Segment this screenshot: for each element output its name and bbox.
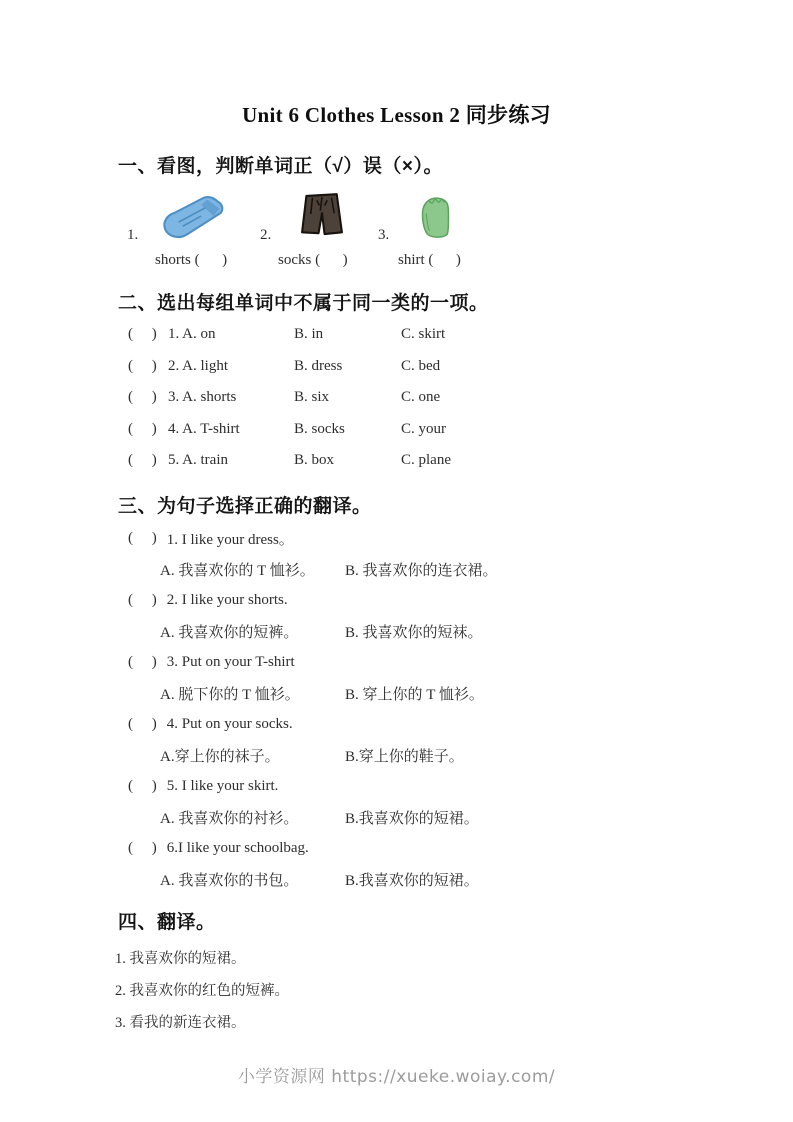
- question-text: 4. Put on your socks.: [166, 715, 293, 732]
- translation-options-3: [160, 678, 793, 709]
- blue-sock-icon: [156, 191, 228, 243]
- picture-1-number: 1.: [127, 227, 139, 243]
- answer-paren: ( ): [128, 389, 157, 406]
- option-b: B.我喜欢你的短裙。: [345, 810, 479, 827]
- question-text: 5. I like your skirt.: [166, 777, 279, 794]
- section-4-items: [0, 942, 793, 1038]
- option-a: 4. A. T-shirt: [168, 420, 240, 437]
- green-shirt-icon: [416, 193, 458, 243]
- option-b: B. box: [294, 452, 335, 469]
- translation-question-4: [128, 709, 793, 740]
- option-c: C. bed: [401, 357, 441, 374]
- site-watermark: 小学资源网 https://xueke.woiay.com/: [237, 1067, 556, 1087]
- section-2-rows: [0, 319, 793, 477]
- picture-3-number: 3.: [378, 227, 390, 243]
- answer-paren: ( ): [128, 357, 157, 374]
- answer-paren: ( ): [128, 420, 157, 437]
- answer-paren: ( ): [128, 653, 157, 670]
- choice-row-2: [128, 351, 793, 383]
- option-a: A. 我喜欢你的 T 恤衫。: [160, 562, 315, 579]
- answer-paren: ( ): [128, 777, 157, 794]
- picture-1-label: shorts ( ): [155, 252, 228, 268]
- translation-options-1: [160, 554, 793, 585]
- option-b: B. 穿上你的 T 恤衫。: [345, 686, 484, 703]
- choice-row-4: [128, 414, 793, 446]
- option-a: A. 我喜欢你的短裤。: [160, 624, 299, 641]
- option-c: C. one: [401, 389, 441, 406]
- question-text: 3. Put on your T-shirt: [166, 653, 295, 670]
- translation-question-1: [128, 523, 793, 554]
- question-text: 1. I like your dress。: [166, 531, 294, 548]
- answer-paren: ( ): [128, 452, 157, 469]
- option-a: 5. A. train: [168, 452, 228, 469]
- translate-sentence-3: 3. 看我的新连衣裙。: [115, 1015, 246, 1031]
- translation-question-5: [128, 771, 793, 802]
- translation-question-6: [128, 833, 793, 864]
- picture-2-label: socks ( ): [278, 252, 348, 268]
- option-c: C. skirt: [401, 326, 446, 343]
- option-b: B. socks: [294, 420, 345, 437]
- dark-shorts-icon: [296, 187, 348, 243]
- option-a: 1. A. on: [168, 326, 216, 343]
- option-b: B.我喜欢你的短裙。: [345, 872, 479, 889]
- question-text: 6.I like your schoolbag.: [166, 839, 309, 856]
- question-text: 2. I like your shorts.: [166, 591, 288, 608]
- option-a: A. 我喜欢你的书包。: [160, 872, 299, 889]
- section-3-items: [0, 523, 793, 895]
- picture-row: [0, 186, 793, 278]
- choice-row-5: [128, 445, 793, 477]
- translation-options-6: [160, 864, 793, 895]
- option-a: A.穿上你的袜子。: [160, 748, 280, 765]
- option-a: 2. A. light: [168, 357, 229, 374]
- translation-options-5: [160, 802, 793, 833]
- page-title: Unit 6 Clothes Lesson 2 同步练习: [242, 103, 551, 127]
- section-3-heading: 三、为句子选择正确的翻译。: [118, 495, 372, 517]
- choice-row-3: [128, 382, 793, 414]
- translate-sentence-1: 1. 我喜欢你的短裙。: [115, 951, 246, 967]
- answer-paren: ( ): [128, 591, 157, 608]
- translate-sentence-2: 2. 我喜欢你的红色的短裤。: [115, 983, 289, 999]
- option-a: A. 我喜欢你的衬衫。: [160, 810, 299, 827]
- option-b: B. in: [294, 326, 324, 343]
- translation-question-2: [128, 585, 793, 616]
- section-1-heading: 一、看图，判断单词正（√）误（×）。: [118, 156, 444, 177]
- answer-paren: ( ): [128, 529, 157, 546]
- translation-options-4: [160, 740, 793, 771]
- option-a: A. 脱下你的 T 恤衫。: [160, 686, 300, 703]
- option-a: 3. A. shorts: [168, 389, 237, 406]
- picture-2-number: 2.: [260, 227, 272, 243]
- option-b: B. six: [294, 389, 330, 406]
- translation-options-2: [160, 616, 793, 647]
- answer-paren: ( ): [128, 715, 157, 732]
- answer-paren: ( ): [128, 326, 157, 343]
- option-c: C. your: [401, 420, 446, 437]
- section-4-heading: 四、翻译。: [118, 911, 216, 933]
- option-b: B. dress: [294, 357, 343, 374]
- answer-paren: ( ): [128, 839, 157, 856]
- choice-row-1: [128, 319, 793, 351]
- picture-3-label: shirt ( ): [398, 252, 461, 268]
- option-b: B. 我喜欢你的连衣裙。: [345, 562, 498, 579]
- option-b: B. 我喜欢你的短袜。: [345, 624, 483, 641]
- option-b: B.穿上你的鞋子。: [345, 748, 464, 765]
- section-2-heading: 二、选出每组单词中不属于同一类的一项。: [118, 293, 489, 314]
- translation-question-3: [128, 647, 793, 678]
- option-c: C. plane: [401, 452, 451, 469]
